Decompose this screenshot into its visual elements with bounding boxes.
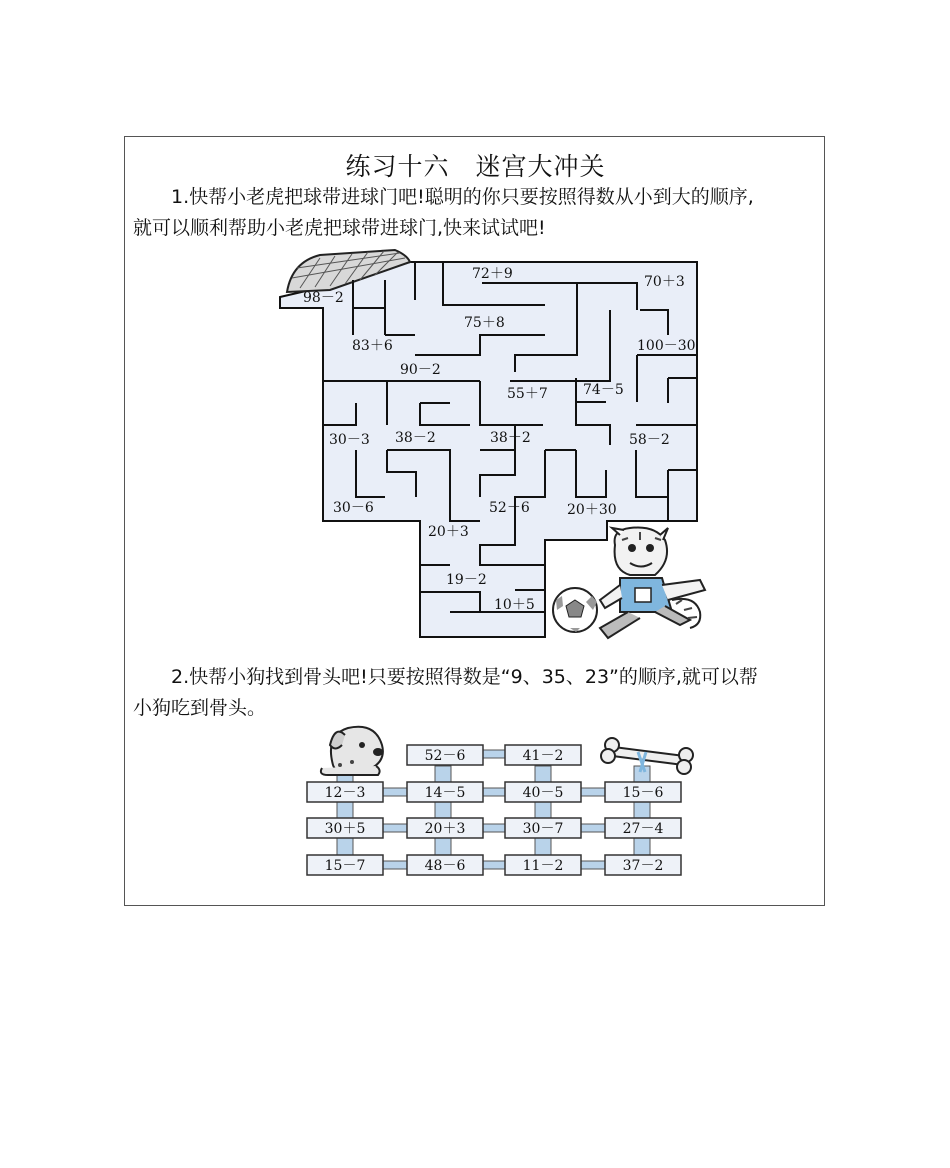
maze-label: 75＋8 [464,315,505,331]
expression-label: 40－5 [522,785,564,801]
question-1-line-1: 快帮小老虎把球带进球门吧!聪明的你只要按照得数从小到大的顺序, [189,186,754,208]
grid-bridge [581,788,605,796]
maze-label: 38＋2 [490,430,531,446]
question-1-line-2: 就可以顺利帮助小老虎把球带进球门,快来试试吧! [133,217,546,239]
grid-bridge [383,824,407,832]
maze-label: 90－2 [400,362,441,378]
question-2-line-1: 快帮小狗找到骨头吧!只要按照得数是“9、35、23”的顺序,就可以帮 [189,666,758,688]
expression-label: 15－6 [622,785,664,801]
tiger-mascot-icon [600,528,705,639]
maze-label: 10＋5 [494,597,535,613]
grid-pillar [337,766,353,866]
grid-bridge [483,750,505,758]
grid-bridge [483,861,505,869]
expression-label: 52－6 [424,748,466,764]
expression-label: 11－2 [522,858,564,874]
maze-label: 30－6 [333,500,374,516]
maze-label: 83＋6 [352,338,393,354]
question-1-text [133,182,821,244]
grid-bridge [581,824,605,832]
expression-label: 12－3 [324,785,366,801]
expression-label: 20＋3 [424,821,466,837]
grid-bridge [483,824,505,832]
grid-bridge [383,861,407,869]
question-2-number: 2. [171,666,190,688]
dog-icon [321,727,383,775]
maze-label: 58－2 [629,432,670,448]
expression-label: 14－5 [424,785,466,801]
grid-bridge [383,788,407,796]
maze-label: 20＋3 [428,524,469,540]
tiger-maze [270,245,715,645]
soccer-ball-icon [553,588,597,632]
expression-label: 30－7 [522,821,564,837]
maze-label: 30－3 [329,432,370,448]
grid-pillar [435,766,451,866]
maze-label: 55＋7 [507,386,548,402]
maze-label: 98－2 [303,290,344,306]
grid-pillar [535,766,551,866]
expression-label: 48－6 [424,858,466,874]
question-2-line-2: 小狗吃到骨头。 [133,697,267,719]
maze-label: 100－30 [637,338,696,354]
maze-label: 74－5 [583,382,624,398]
expression-label: 15－7 [324,858,366,874]
maze-label: 52－6 [489,500,530,516]
maze-label: 19－2 [446,572,487,588]
grid-bridge [483,788,505,796]
page-title: 练习十六 迷宫大冲关 [345,152,606,181]
dog-bone-grid [300,720,700,885]
maze-label: 38－2 [395,430,436,446]
grid-pillar [634,766,650,866]
question-2-text [133,662,821,724]
question-1-number: 1. [171,186,190,208]
maze-label: 70＋3 [644,274,685,290]
expression-label: 37－2 [622,858,664,874]
expression-label: 27－4 [622,821,664,837]
maze-label: 20＋30 [567,502,617,518]
expression-label: 41－2 [522,748,564,764]
expression-label: 30＋5 [324,821,366,837]
maze-label: 72＋9 [472,266,513,282]
grid-bridge [581,861,605,869]
